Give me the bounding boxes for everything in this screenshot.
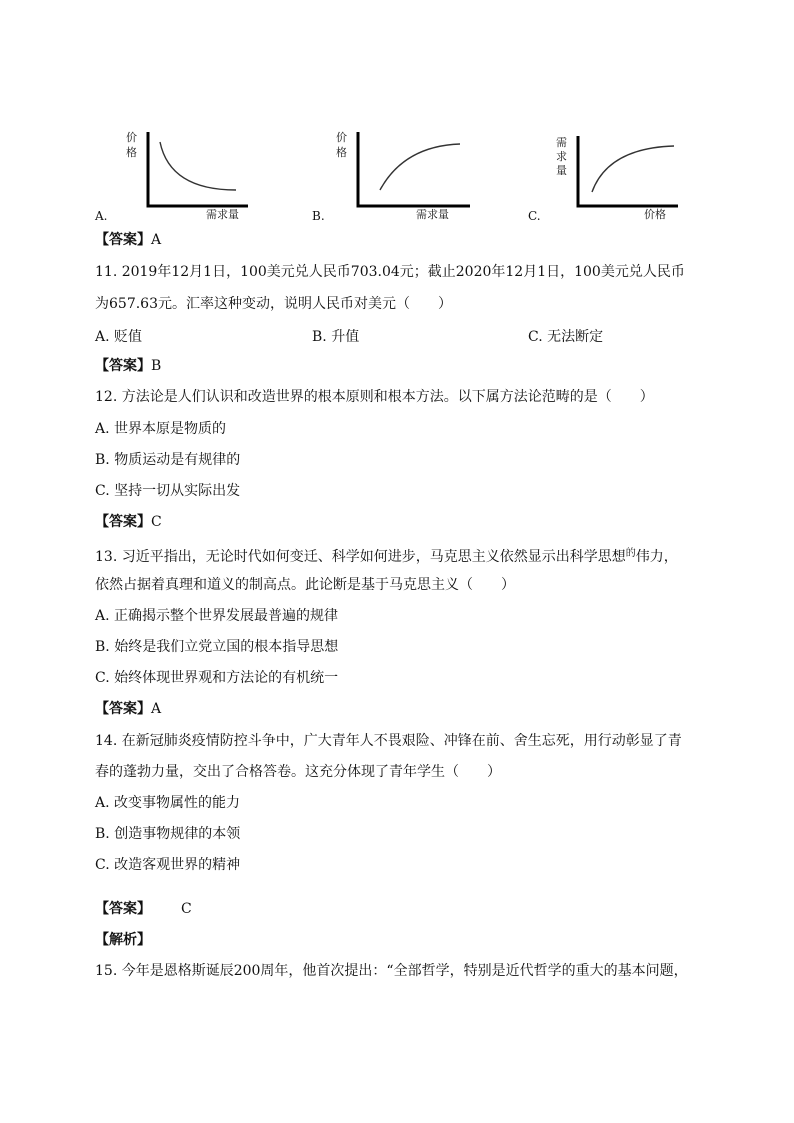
graph-a-letter: A. <box>95 209 108 223</box>
q13-stem-line1: 13. 习近平指出，无论时代如何变迁、科学如何进步，马克思主义依然显示出科学思想$^的$伟力， <box>95 548 678 565</box>
q14-option-a: A. 改变事物属性的能力 <box>95 795 241 811</box>
graph-b-y-label: 价 <box>336 131 347 144</box>
graph-b-x-label: 需求量 <box>416 208 449 221</box>
svg-text:格: 格 <box>126 146 137 159</box>
q12-option-a: A. 世界本原是物质的 <box>95 421 227 437</box>
graph-option-c <box>554 134 684 220</box>
graph-option-a <box>120 128 260 222</box>
graph-c-letter: C. <box>528 209 541 223</box>
q14-analysis-label: 【解析】 <box>95 932 151 948</box>
q14-answer: 【答案】 C <box>95 901 192 917</box>
svg-text:格: 格 <box>336 146 347 159</box>
graph-b-letter: B. <box>312 209 325 223</box>
q12-option-c: C. 坚持一切从实际出发 <box>95 483 241 499</box>
q13-answer: 【答案】A <box>95 701 162 717</box>
q11-option-b: B. 升值 <box>312 329 360 345</box>
q13-option-c: C. 始终体现世界观和方法论的有机统一 <box>95 670 339 686</box>
q13-option-b: B. 始终是我们立党立国的根本指导思想 <box>95 639 339 655</box>
q14-stem-line1: 14. 在新冠肺炎疫情防控斗争中，广大青年人不畏艰险、冲锋在前、舍生忘死，用行动彰显了青 <box>95 733 682 749</box>
q11-stem-line1: 11. 2019年12月1日，100美元兑人民币703.04元；截止2020年12月1日，100美元兑人民币 <box>95 264 685 280</box>
graph-c-x-label: 价格 <box>644 208 666 221</box>
q14-stem-line2: 春的蓬勃力量，交出了合格答卷。这充分体现了青年学生（ ） <box>95 764 501 780</box>
q11-option-c: C. 无法断定 <box>528 329 604 345</box>
graph-a-x-label: 需求量 <box>206 208 239 221</box>
svg-text:求: 求 <box>556 150 567 163</box>
svg-text:量: 量 <box>556 164 567 177</box>
q10-answer: 【答案】A <box>95 232 162 248</box>
q15-stem-line1: 15. 今年是恩格斯诞辰200周年，他首次提出：“全部哲学，特别是近代哲学的重大的基本问题， <box>95 963 688 979</box>
graph-c-y-label: 需 <box>556 136 567 149</box>
q14-option-c: C. 改造客观世界的精神 <box>95 857 241 873</box>
graph-a-y-label: 价 <box>126 131 137 144</box>
q12-stem: 12. 方法论是人们认识和改造世界的根本原则和根本方法。以下属方法论范畴的是（ ） <box>95 389 654 405</box>
q12-answer: 【答案】C <box>95 514 162 530</box>
q14-option-b: B. 创造事物规律的本领 <box>95 826 241 842</box>
q11-answer: 【答案】B <box>95 358 162 374</box>
graph-option-b <box>334 128 474 222</box>
q12-option-b: B. 物质运动是有规律的 <box>95 452 241 468</box>
q11-stem-line2: 为657.63元。汇率这种变动，说明人民币对美元（ ） <box>95 296 452 312</box>
q11-option-a: A. 贬值 <box>95 329 143 345</box>
q13-stem-line2: 依然占据着真理和道义的制高点。此论断是基于马克思主义（ ） <box>95 577 515 593</box>
q13-option-a: A. 正确揭示整个世界发展最普遍的规律 <box>95 608 339 624</box>
